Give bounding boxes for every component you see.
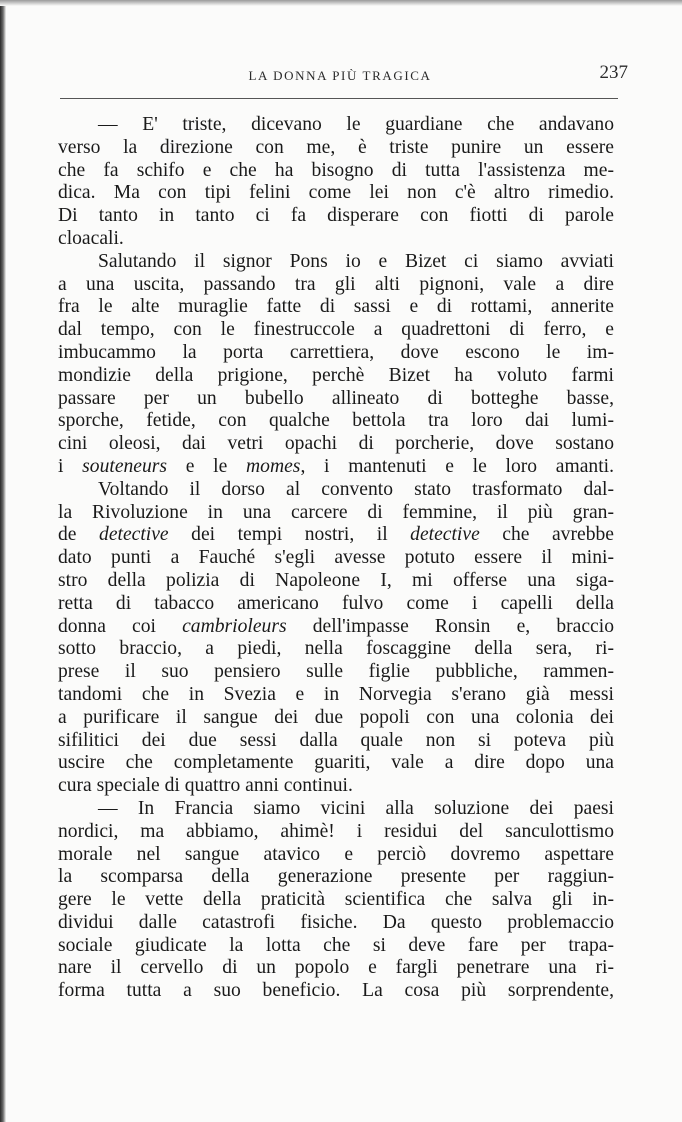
text-line: donna coi cambrioleurs dell'impasse Ronsin e, braccio bbox=[58, 615, 614, 637]
text-line: cura speciale di quattro anni continui. bbox=[58, 775, 353, 797]
text-line: la scomparsa della generazione presente per raggiun- bbox=[58, 866, 614, 888]
text-line: dato punti a Fauché s'egli avesse potuto essere il mini- bbox=[58, 547, 614, 569]
text-line: che fa schifo e che ha bisogno di tutta l'assistenza me- bbox=[58, 159, 614, 181]
text-line: retta di tabacco americano fulvo come i capelli della bbox=[58, 592, 614, 614]
body-text bbox=[58, 114, 614, 1003]
text-line: sifilitici dei due sessi dalla quale non si poteva più bbox=[58, 729, 614, 751]
text-line: Salutando il signor Pons io e Bizet ci siamo avviati bbox=[98, 250, 614, 272]
header-rule bbox=[60, 98, 618, 99]
text-line: — E' triste, dicevano le guardiane che andavano bbox=[98, 114, 614, 135]
text-line: tandomi che in Svezia e in Norvegia s'erano già messi bbox=[58, 683, 614, 705]
text-line: sporche, fetide, con qualche bettola tra loro dai lumi- bbox=[58, 410, 614, 432]
text-line: uscire che completamente guariti, vale a dire dopo una bbox=[58, 752, 614, 774]
text-line: nare il cervello di un popolo e fargli penetrare una ri- bbox=[58, 957, 614, 979]
text-line: a una uscita, passando tra gli alti pignoni, vale a dire bbox=[58, 273, 614, 295]
text-line: dividui dalle catastrofi fisiche. Da questo problemaccio bbox=[58, 911, 614, 933]
text-line: mondizie della prigione, perchè Bizet ha voluto farmi bbox=[58, 364, 614, 386]
text-line: stro della polizia di Napoleone I, mi offerse una siga- bbox=[58, 569, 614, 591]
text-line: prese il suo pensiero sulle figlie pubbliche, rammen- bbox=[58, 661, 614, 683]
text-line: nordici, ma abbiamo, ahimè! i residui del sanculottismo bbox=[58, 820, 614, 842]
text-line: cini oleosi, dai vetri opachi di porcherie, dove sostano bbox=[58, 433, 614, 455]
page-binding-edge bbox=[0, 0, 6, 1122]
text-line: — In Francia siamo vicini alla soluzione dei paesi bbox=[98, 797, 614, 819]
text-line: cloacali. bbox=[58, 227, 124, 249]
running-title: LA DONNA PIÙ TRAGICA bbox=[248, 68, 432, 83]
text-line: la Rivoluzione in una carcere di femmine, il più gran- bbox=[58, 501, 614, 523]
text-line: gere le vette della praticità scientifica che salva gli in- bbox=[58, 889, 614, 911]
text-line: fra le alte muraglie fatte di sassi e di rottami, annerite bbox=[58, 296, 614, 318]
page-number: 237 bbox=[599, 62, 628, 83]
text-line: forma tutta a suo beneficio. La cosa più sorprendente, bbox=[58, 980, 614, 1002]
text-line: dal tempo, con le finestruccole a quadrettoni di ferro, e bbox=[58, 319, 614, 341]
page-top-edge bbox=[0, 0, 682, 6]
text-line: sociale giudicate la lotta che si deve fare per trapa- bbox=[58, 934, 614, 956]
text-line: morale nel sangue atavico e perciò dovremo aspettare bbox=[58, 843, 614, 865]
text-line: i souteneurs e le momes, i mantenuti e le loro amanti. bbox=[58, 455, 614, 477]
text-line: Di tanto in tanto ci fa disperare con fiotti di parole bbox=[58, 205, 614, 227]
text-line: passare per un bubello allineato di botteghe basse, bbox=[58, 387, 614, 409]
text-line: imbucammo la porta carrettiera, dove escono le im- bbox=[58, 341, 614, 363]
text-line: dica. Ma con tipi felini come lei non c'è altro rimedio. bbox=[58, 182, 614, 204]
page-header bbox=[60, 62, 628, 92]
text-line: a purificare il sangue dei due popoli con una colonia dei bbox=[58, 706, 614, 728]
text-line: Voltando il dorso al convento stato trasformato dal- bbox=[98, 478, 614, 500]
text-line: de detective dei tempi nostri, il detective che avrebbe bbox=[58, 524, 614, 546]
text-line: sotto braccio, a piedi, nella foscaggine della sera, ri- bbox=[58, 638, 614, 660]
text-line: verso la direzione con me, è triste punire un essere bbox=[58, 136, 614, 158]
